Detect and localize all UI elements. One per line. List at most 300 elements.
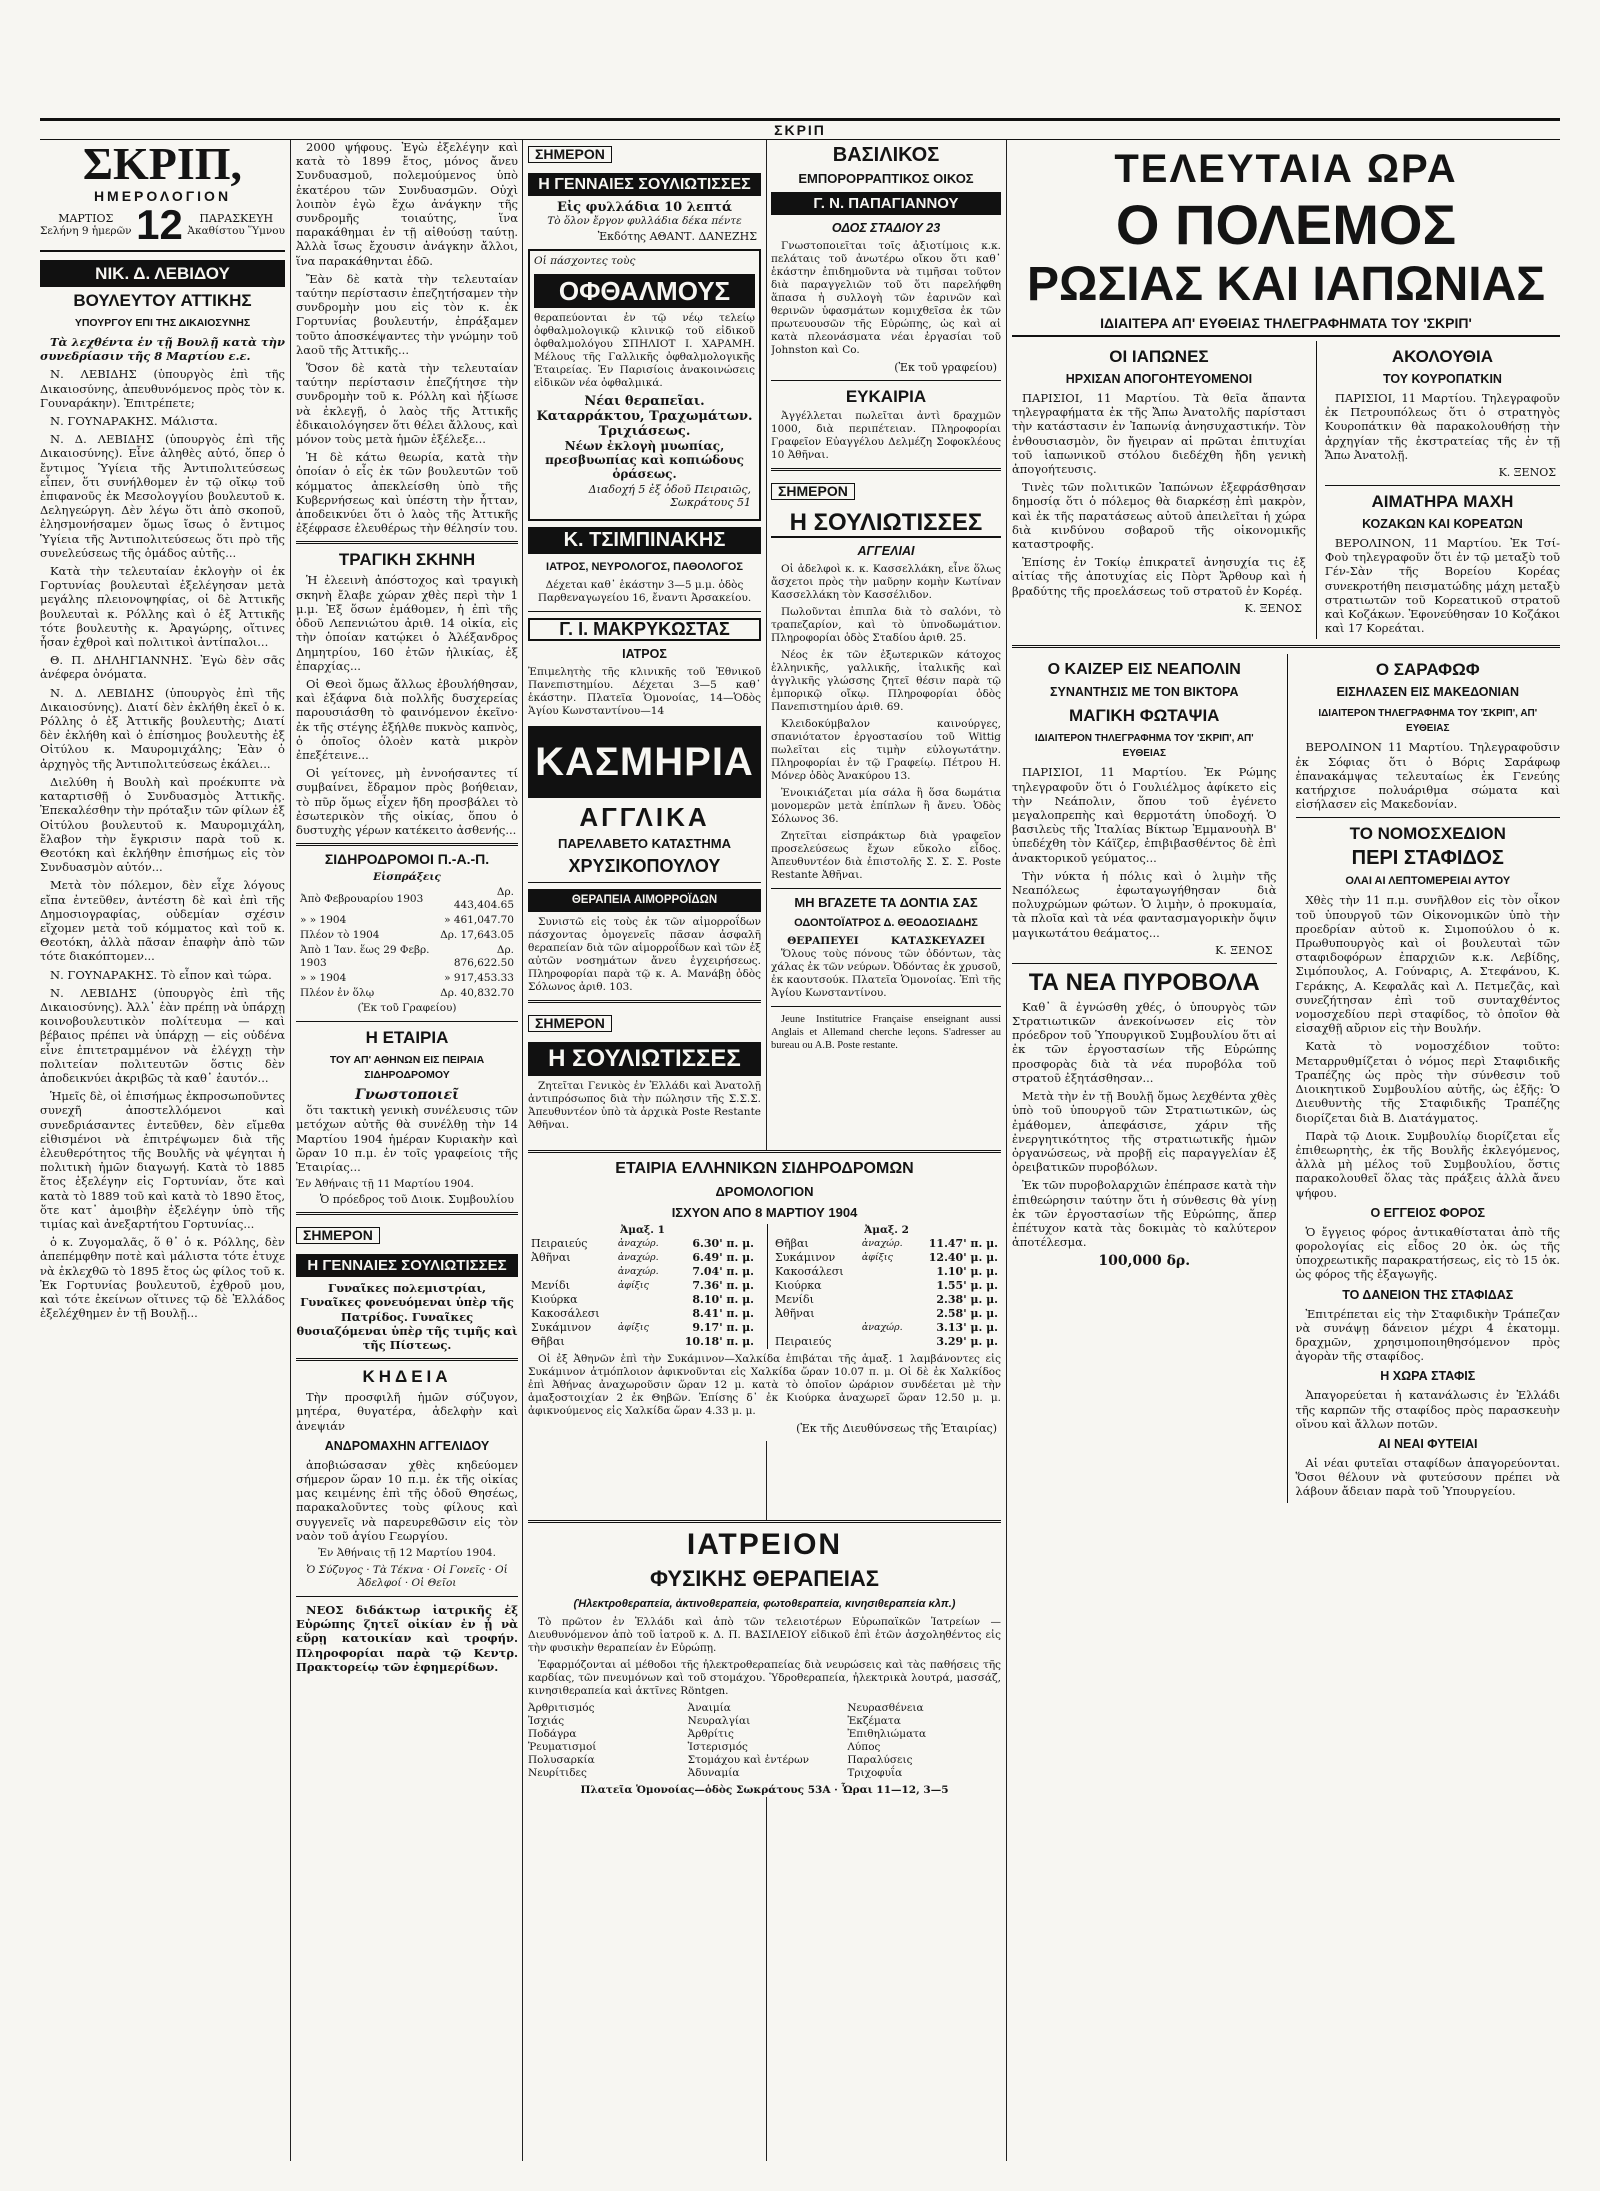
eye-new: Νέαι θεραπεῖαι. Καταρράκτου, Τραχωμάτων. Τριχιάσεως. — [536, 394, 753, 439]
clinic-condition: Στομάχου καὶ ἐντέρων — [687, 1754, 810, 1766]
event-cell — [859, 1293, 913, 1307]
receipts-label-cell: Ἀπὸ 1 Ἰαν. ἕως 29 Φεβρ. 1903 — [300, 944, 430, 970]
timetable-row — [528, 1265, 757, 1279]
column-5 — [1012, 140, 1560, 2161]
eye-new-2: Νέων ἐκλογὴ μυωπίας, πρεσβυωπίας καὶ κοπιώδους ὁράσεως. — [545, 439, 744, 481]
clinic-condition: Νευραλγίαι — [687, 1715, 751, 1727]
clinic-condition: Ἐκζέματα — [847, 1715, 901, 1727]
clinic-address: Πλατεῖα Ὁμονοίας—ὁδὸς Σωκράτους 53Α · Ὧραι 11—12, 3—5 — [580, 1784, 949, 1796]
article-paragraph: Καθ᾿ ἃ ἐγνώσθη χθές, ὁ ὑπουργὸς τῶν Στρατιωτικῶν ἀνεκοίνωσεν εἰς τὸν πρόεδρον τοῦ Ὑπουργικοῦ Συμβουλίου ὅτι αἱ ἐκ τῶν ἐργοστασίων τῆς Εὐρώπης προσφορὰς διὰ τὰ νέα πυροβόλα τοῦ στρατοῦ ἐξητάσθησαν... — [1012, 999, 1277, 1085]
weapons-heading: ΤΑ ΝΕΑ ΠΥΡΟΒΟΛΑ — [1028, 968, 1260, 996]
station-cell: Ἀθῆναι — [531, 1251, 571, 1264]
time-cell: 1.10' μ. μ. — [936, 1265, 998, 1278]
company-signature: Ὁ πρόεδρος τοῦ Διοικ. Συμβουλίου — [319, 1193, 514, 1207]
receipts-amount-cell: Δρ. 17,643.05 — [440, 929, 514, 942]
article-paragraph: Τινὲς τῶν πολιτικῶν Ἰαπώνων ἐξεφράσθησαν δημοσίᾳ ὅτι ὁ πόλεμος θὰ διαρκέσῃ ἐπὶ μακρὸν, καὶ ἐκ τῆς παρατάσεως αὐτοῦ ἀπειλεῖται ἡ χώρα διὰ κινδύνου σοβαροῦ τῆς οἰκονομικῆς καταστροφῆς. — [1012, 480, 1306, 552]
railway-timetable — [528, 1150, 1001, 1441]
headline-railways: ΣΙΔΗΡΟΔΡΟΜΟΙ Π.-Α.-Π. — [324, 851, 490, 868]
time-cell: 6.30' π. μ. — [692, 1237, 754, 1250]
ad-text: Ζητεῖται Γενικὸς ἐν Ἑλλάδι καὶ Ἀνατολῇ ἀντιπρόσωπος διὰ τὴν πώλησιν τῆς Σ.Σ.Σ. Ἀπευθυντέον ὑπὸ τὰ ἀρχικὰ Poste Restante Ἀθῆναι. — [528, 1080, 761, 1131]
receipts-row — [298, 987, 516, 1000]
teeth-title: ΜΗ ΒΓΑΖΕΤΕ ΤΑ ΔΟΝΤΙΑ ΣΑΣ — [794, 895, 978, 910]
eye-intro: Οἱ πάσχοντες τοὺς — [534, 255, 636, 267]
clinic-condition: Ῥευματισμοί — [528, 1741, 597, 1753]
article-paragraph: Αἱ νέαι φυτεῖαι σταφίδων ἀπαγορεύονται. Ὅσοι θέλουν νὰ φυτεύσουν πρέπει νὰ λάβουν ἄδειαν παρὰ τοῦ Ὑπουργείου. — [1295, 1455, 1560, 1499]
kuropatkin-column — [1316, 341, 1560, 639]
event-cell — [859, 1335, 913, 1349]
publisher: Ἐκδότης ΑΘΑΝΤ. ΔΑΝΕΖΗΣ — [597, 230, 757, 243]
event-cell — [859, 1279, 913, 1293]
classified-ad: Κλειδοκύμβαλον καινούργες, σπανιότατον ἐργοστασίου τοῦ Wittig πωλεῖται εἰς τιμὴν εὐλογωτάτην. Πληροφορίαι ἐν τῷ Γραφείῳ. Πέτρου Η. Μόνερ ὁδὸς Ἀνακύρου 13. — [771, 718, 1001, 782]
headline-souliotisses: Η ΣΟΥΛΙΩΤΙΣΣΕΣ — [771, 510, 1001, 538]
clinic-condition: Ἰσχιάς — [528, 1715, 565, 1727]
bank-source: (Ἐκ τοῦ γραφείου) — [894, 361, 997, 374]
article-paragraph: 2000 ψήφους. Ἐγὼ ἐξελέγην καὶ κατὰ τὸ 1899 ἔτος, μόνος ἄνευ Συνδυασμοῦ, πολεμούμενος ὑπὸ ἑκατέρου τῶν Συνδυασμῶν. Οὐχὶ λοιπὸν ἐγὼ ἔχω ἀνάγκην τῆς συνδρομῆς τοιαύτης, ἵνα παρακάθημαι ἐν τῇ αἰθούσῃ ταύτῃ. Ἀλλὰ ἴσως ἔχουσιν ἀνάγκην ἄλλοι, ἵνα παρακάθηνται ἐδῶ. — [296, 140, 518, 268]
kuropatkin-subheading: ΤΟΥ ΚΟΥΡΟΠΑΤΚΙΝ — [1382, 372, 1502, 386]
tax-heading: Ο ΕΓΓΕΙΟΣ ΦΟΡΟΣ — [1370, 1205, 1486, 1220]
clinic-condition: Νευρασθένεια — [847, 1702, 924, 1714]
candidate-name: ΝΙΚ. Δ. ΛΕΒΙΔΟΥ — [40, 260, 285, 287]
time-cell: 6.49' π. μ. — [692, 1251, 754, 1264]
station-cell: Θῆβαι — [775, 1237, 809, 1250]
plantations-heading: ΑΙ ΝΕΑΙ ΦΥΤΕΙΑΙ — [1377, 1436, 1478, 1451]
station-cell: Κιούρκα — [531, 1293, 578, 1306]
receipts-row — [298, 972, 516, 985]
clinic-condition: Ἱστερισμός — [687, 1741, 748, 1753]
japanese-column — [1012, 341, 1306, 639]
article-paragraph: ΒΕΡΟΛΙΝΟΝ 11 Μαρτίου. Τηλεγραφοῦσιν ἐκ Σόφιας ὅτι ὁ Βόρις Σαράφωφ ἐπανακάμψας τελευταίως ἐκ Γενεύης κατήρχισε πολυάριθμα σώματα καὶ εἰσήλασεν εἰς Μακεδονίαν. — [1295, 740, 1560, 812]
kaiser-source: ΙΔΙΑΙΤΕΡΟΝ ΤΗΛΕΓΡΑΦΗΜΑ ΤΟΥ 'ΣΚΡΙΠ', ΑΠ' ΕΥΘΕΙΑΣ — [1034, 733, 1254, 760]
clinic-condition: Πολυσαρκία — [528, 1754, 595, 1766]
divider — [296, 1021, 518, 1022]
railway-validity: ΙΣΧΥΟΝ ΑΠΟ 8 ΜΑΡΤΙΟΥ 1904 — [671, 1205, 858, 1220]
timetable-notes: Οἱ ἐξ Ἀθηνῶν ἐπὶ τὴν Συκάμινον—Χαλκίδα ἐπιβάται τῆς ἁμαξ. 1 λαμβάνοντες εἰς Συκάμινον ἀτμόπλοιον ἀφικνοῦνται εἰς Χαλκίδα ὥραν 10.07 π. μ. Οἱ δὲ ἐκ Χαλκίδος ἐπὶ Ἀθήνας ἀναχωροῦσιν ὥραν 12 μ. κατὰ τὸ ὁποῖον ὡράριον συνδέεται μὲ τὴν ἁμαξοστοιχίαν 2 ἐκ Θηβῶν. Ἐπίσης δ᾿ ἐκ Κιούρκα ἀναχωρεῖ ὥραν 12.50 μ. μ. ἀφικνούμενος εἰς Χαλκίδα ὥραν 4.33 μ. μ. — [528, 1353, 1001, 1417]
time-cell: 9.17' π. μ. — [692, 1321, 754, 1334]
ad-text: ΝΕΟΣ διδάκτωρ ἰατρικῆς ἐξ Εὐρώπης ζητεῖ οἰκίαν ἐν ᾗ νὰ εὕρῃ κατοικίαν καὶ τροφήν. Πληροφορίαι παρὰ τῷ Κεντρ. Πρακτορείῳ τῶν ἐφημερίδων. — [296, 1603, 518, 1674]
divider — [296, 1212, 518, 1215]
timetable-row — [772, 1237, 1001, 1251]
war-title-1: Ο ΠΟΛΕΜΟΣ — [1115, 193, 1457, 256]
war-subtitle: ΙΔΙΑΙΤΕΡΑ ΑΠ' ΕΥΘΕΙΑΣ ΤΗΛΕΓΡΑΦΗΜΑΤΑ ΤΟΥ 'ΣΚΡΙΠ' — [1012, 316, 1560, 337]
station-cell: Θῆβαι — [531, 1335, 565, 1348]
bank-text: Γνωστοποιεῖται τοῖς ἀξιοτίμοις κ.κ. πελάταις τοῦ ἀνωτέρω οἴκου ὅτι καθ᾿ ἑκάστην ἐπιδημοῦντα νὰ τιμῆσαι τοῦτον διὰ παραγγελιῶν τοῦ ὅτι παρελήφθη ἅπασα ἡ συλλογὴ τῶν ἐαρινῶν καὶ θερινῶν ὑφασμάτων κομιχθεῖσα ἐκ τῶν πρωτευουσῶν τῆς Εὐρώπης, ὡς καὶ αἱ κατὰ πλεονάσματα νέαι ἐργασίαι τοῦ Johnston καὶ Co. — [771, 240, 1001, 356]
divider — [1012, 963, 1277, 964]
kuropatkin-heading: ΑΚΟΛΟΥΘΙΑ — [1391, 347, 1493, 366]
article-paragraph: Μετὰ τὴν ἐν τῇ Βουλῇ ὅμως λεχθέντα χθὲς ὑπὸ τοῦ ὑπουργοῦ τῶν Στρατιωτικῶν, ὡς ἐμάθομεν, ἀπεφάσισε, χάριν τῆς ἐνεργητικότητος τῆς στρατιωτικῆς ἡμῶν ὀργανώσεως, νὰ προβῇ εἰς παραγγελίαν ἐξ ὀρειβατικῶν πυροβόλων. — [1012, 1089, 1277, 1175]
candidate-title: ΒΟΥΛΕΥΤΟΥ ΑΤΤΙΚΗΣ — [73, 291, 252, 310]
doctor-2-text: Ἐπιμελητὴς τῆς κλινικῆς τοῦ Ἐθνικοῦ Πανεπιστημίου. Δέχεται 3—5 καθ᾿ ἑκάστην. Πλατεῖα Ὁμονοίας, 14—Ὁδὸς Ἁγίου Κωνσταντίνου—14 — [528, 666, 761, 717]
article-paragraph: ΒΕΡΟΛΙΝΟΝ, 11 Μαρτίου. Ἐκ Τσί-Φοὺ τηλεγραφοῦν ὅτι ἐν τῷ μεταξὺ τοῦ Γέν-Σὰν τῆς Βορείου Κορέας συνεκροτήθη πεισματώδης μάχη μεταξὺ στρατιωτῶν τοῦ Κορεατικοῦ στρατοῦ καὶ Κοζάκων. Ἐφονεύθησαν 10 Κοζάκοι καὶ 17 Κορεάται. — [1324, 536, 1560, 636]
weekday-label: ΠΑΡΑΣΚΕΥΗ — [199, 212, 274, 225]
region-heading: Η ΧΩΡΑ ΣΤΑΦΙΣ — [1380, 1369, 1476, 1384]
sarafov-column — [1287, 654, 1561, 1502]
teeth-column-label: ΘΕΡΑΠΕΥΕΙ — [787, 935, 859, 947]
japanese-heading: ΟΙ ΙΑΠΩΝΕΣ — [1109, 347, 1209, 366]
article-paragraph: Ἐπιτρέπεται εἰς τὴν Σταφιδικὴν Τράπεζαν νὰ συνάψῃ δάνειον μέχρι 4 ἑκατομμ. δραχμῶν, χρησιμοποιηθησόμενον πρὸς ἀγορὰν τῆς σταφίδος. — [1295, 1306, 1560, 1364]
timetable-heading: Ἀμαξ. 1 — [620, 1224, 665, 1236]
article-paragraph: Ν. ΓΟΥΝΑΡΑΚΗΣ. Μάλιστα. — [50, 414, 218, 429]
clinic-condition: Λύπος — [847, 1741, 881, 1753]
time-cell: 8.10' π. μ. — [692, 1293, 754, 1306]
event-cell: ἀναχώρ. — [617, 1266, 659, 1277]
classified-ad: Ἐνοικιάζεται μία σάλα ἢ ὅσα δωμάτια μονομερῶν μετὰ ἐπίπλων ἢ ἄνευ. Ὁδὸς Σόλωνος 36. — [771, 787, 1001, 825]
therapy-title: ΘΕΡΑΠΕΙΑ ΑΙΜΟΡΡΟΪΔΩΝ — [528, 889, 761, 912]
bank-address: ΟΔΟΣ ΣΤΑΔΙΟΥ 23 — [831, 221, 941, 235]
timetable-row — [772, 1335, 1001, 1349]
kaiser-column — [1012, 654, 1277, 1502]
article-paragraph: Κατὰ τὸ νομοσχέδιον τοῦτο: Μεταρρυθμίζεται ὁ νόμος περὶ Σταφιδικῆς Τραπέζης ὡς πρὸς τὴν σύνθεσιν τοῦ Διοικητικοῦ Συμβουλίου αὐτῆς, ὡς ἐξῆς: Ὁ Διευθυντὴς τῆς Σταφιδικῆς Τραπέζης διορίζεται διὰ Β. Διατάγματος. — [1295, 1039, 1560, 1125]
timetable-source: (Ἐκ τῆς Διευθύνσεως τῆς Ἑταιρίας) — [796, 1422, 997, 1435]
article-paragraph: ὁ κ. Ζυγομαλᾶς, ὅ θ᾿ ὁ κ. Ρόλλης, δὲν ἀπεπέμφθην ποτὲ καὶ μάλιστα τότε ἐτυχε νὰ ἐκλεχθῶ τὸ 1895 ἔτος ὡς φίλος τοῦ κ. Ἐκ Γορτυνίας βουλευτοῦ, ἐχθροῦ μου, καὶ τότε ἐκείνων οἵτινες τῷ δὲ Ἑλλάδος ἐξελέχθημεν ἐν τῇ Βουλῇ... — [40, 1235, 285, 1321]
store-name: ΧΡΥΣΙΚΟΠΟΥΛΟΥ — [568, 856, 721, 876]
doctor-1-text: Δέχεται καθ᾿ ἑκάστην 3—5 μ.μ. ὁδὸς Παρθεναγωγείου 16, ἔναντι Ἀρσακείου. — [537, 579, 752, 604]
time-cell: 3.29' μ. μ. — [936, 1335, 998, 1348]
divider — [296, 1596, 518, 1597]
author-signature: Κ. ΞΕΝΟΣ — [1498, 466, 1556, 480]
funeral-date: Ἐν Ἀθήναις τῇ 12 Μαρτίου 1904. — [318, 1547, 496, 1559]
sarafov-heading: Ο ΣΑΡΑΦΩΦ — [1375, 660, 1480, 680]
receipts-label-cell: Ἀπὸ Φεβρουαρίου 1903 — [300, 892, 424, 905]
article-paragraph: ΠΑΡΙΣΙΟΙ, 11 Μαρτίου. Τὰ θεῖα ἄπαντα τηλεγραφήματα ἐκ τῆς Ἄπω Ἀνατολῆς παρίστασι τὴν κατάστασιν ἐν Ἰαπωνίᾳ ἀνησυχαστικήν. Τὸν ἐνθουσιασμὸν, ὃν ἤγειραν αἱ πρῶται ἐπιτυχίαι τοῦ ἰαπωνικοῦ στόλου διεδέχθη ἤδη γενικὴ ἀπογοήτευσις. — [1012, 391, 1306, 477]
receipts-amount-cell: Δρ. 443,404.65 — [453, 886, 514, 912]
doctor-2-profession: ΙΑΤΡΟΣ — [622, 647, 667, 661]
divider — [296, 843, 518, 846]
receipts-row — [298, 944, 516, 970]
battle-subheading: ΚΟΖΑΚΩΝ ΚΑΙ ΚΟΡΕΑΤΩΝ — [1362, 517, 1523, 532]
kaiser-heading: Ο ΚΑΙΖΕΡ ΕΙΣ ΝΕΑΠΟΛΙΝ — [1047, 661, 1241, 679]
battle-heading: ΑΙΜΑΤΗΡΑ ΜΑΧΗ — [1371, 492, 1514, 512]
receipts-amount-cell: » 461,047.70 — [444, 914, 514, 927]
opportunity-text: Ἀγγέλλεται πωλεῖται ἀντὶ δραχμῶν 1000, διὰ περιπέτειαν. Πληροφορίαι Γραφεῖον Εὐαγγέλου Δελμέζη Σοφοκλέους 10 Ἀθῆναι. — [771, 410, 1001, 461]
receipts-table — [296, 884, 518, 1002]
article-intro: Τὰ λεχθέντα ἐν τῇ Βουλῇ κατὰ τὴν συνεδρίασιν τῆς 8 Μαρτίου ε.ε. — [40, 335, 285, 364]
teeth-text: Ὅλους τοὺς πόνους τῶν ὀδόντων, τὰς χάλας ἐκ τῶν νεύρων. Ὀδόντας ἐκ χρυσοῦ, ἐκ καουτσούκ. Πλατεῖα Ὁμονοίας. Ἐπὶ τῆς Ἀγίου Κωνσταντίνου. — [771, 948, 1001, 999]
receipts-row — [298, 914, 516, 927]
headline-souliotisses: Η ΓΕΝΝΑΙΕΣ ΣΟΥΛΙΩΤΙΣΣΕΣ — [528, 173, 761, 196]
therapy-text: Συνιστῶ εἰς τοὺς ἐκ τῶν αἱμορροΐδων πάσχοντας ὁμογενεῖς πᾶσαν ἀσφαλῆ θεραπείαν διὰ τῶν αἱμορροΐδων καὶ τῶν ἐξ αὐτῶν νοσημάτων ἄνευ ἐγχειρήσεως. Πληροφορίαι παρὰ τῷ κ. Α. Μανάβῃ ὁδὸς Σόλωνος ἀριθ. 103. — [528, 916, 761, 993]
headline-souliotisses: Η ΣΟΥΛΙΩΤΙΣΣΕΣ — [528, 1042, 761, 1076]
eye-doctor-ad — [528, 249, 761, 521]
time-cell: 11.47' π. μ. — [928, 1237, 998, 1250]
feast-label: Ἀκαθίστου Ὕμνου — [187, 225, 285, 237]
today-label: ΣΗΜΕΡΟΝ — [296, 1227, 380, 1244]
receipts-amount-cell: Δρ. 876,622.50 — [453, 944, 514, 970]
article-paragraph: Ἡ δὲ κάτω θεωρία, κατὰ τὴν ὁποίαν ὁ εἷς ἐκ τῶν βουλευτῶν τοῦ κόμματος ἀπεκλείσθη ὑπὸ τῆς Κυβερνήσεως καὶ ὑπέστη τὴν ἧτταν, ἀποδεικνύει ὅτι ὁ λαὸς τῆς Ἀττικῆς ἐξέφρασε ἐλευθέρως τὴν θέλησίν του. — [296, 450, 518, 536]
sarafov-subheading: ΕΙΣΗΛΑΣΕΝ ΕΙΣ ΜΑΚΕΔΟΝΙΑΝ — [1336, 685, 1520, 700]
masthead-title: ΣΚΡΙΠ, — [82, 140, 243, 189]
receipts-label: Εἰσπράξεις — [373, 871, 441, 884]
bank-title: ΒΑΣΙΛΙΚΟΣ — [832, 144, 940, 166]
kaiser-subheading: ΣΥΝΑΝΤΗΣΙΣ ΜΕ ΤΟΝ ΒΙΚΤΟΡΑ — [1050, 685, 1239, 700]
event-cell — [615, 1335, 669, 1349]
masthead — [40, 140, 285, 204]
time-cell: 2.58' μ. μ. — [936, 1307, 998, 1320]
railway-title: ΕΤΑΙΡΙΑ ΕΛΛΗΝΙΚΩΝ ΣΙΔΗΡΟΔΡΟΜΩΝ — [615, 1160, 914, 1177]
funeral-text: ἀποβιώσασαν χθὲς κηδεύομεν σήμερον ὥραν 10 π.μ. ἐκ τῆς οἰκίας μας κειμένης ἐπὶ τῆς ὁδοῦ Θησέως, παρακαλοῦντες τοὺς φίλους καὶ συγγενεῖς νὰ παρευρεθῶσιν εἰς τὸν ναὸν τοῦ ἁγίου Γεωργίου. — [296, 1457, 518, 1543]
funeral-name: ΑΝΔΡΟΜΑΧΗΝ ΑΓΓΕΛΙΔΟΥ — [324, 1438, 490, 1453]
header-strip: ΣΚΡΙΠ — [40, 118, 1560, 140]
lower-news-columns — [1012, 654, 1560, 1502]
article-paragraph: ὅτι τακτικὴ γενικὴ συνέλευσις τῶν μετόχων αὐτῆς θὰ συνέλθῃ τὴν 14 Μαρτίου 1904 ἡμέραν Κυριακὴν καὶ ὥραν 10 π.μ. ἐν τοῖς γραφείοις τῆς Ἑταιρίας... — [296, 1103, 518, 1174]
timetable-row — [528, 1321, 757, 1335]
receipts-row — [298, 886, 516, 912]
article-paragraph: Ἔὰν δὲ κατὰ τὴν τελευταίαν ταύτην περίστασιν ἐπεζητήσαμεν τὴν συνδρομὴν μου εἰς τὸν κ. ἐκ Γορτυνίας βουλευτήν, ἐπράξαμεν τοῦτο ἀποσκέψαντες τὴν γνώμην τοῦ λαοῦ τῆς Ἀττικῆς... — [296, 271, 518, 357]
station-cell — [772, 1321, 859, 1335]
event-cell: ἀφίξις — [861, 1252, 893, 1263]
headline-tragic-scene: ΤΡΑΓΙΚΗ ΣΚΗΝΗ — [338, 550, 476, 570]
clinic-condition: Ἀδυναμία — [687, 1767, 740, 1779]
timetable-row — [528, 1237, 757, 1251]
station-cell: Συκάμινον — [775, 1251, 836, 1264]
eye-text: θεραπεύονται ἐν τῷ νέῳ τελείῳ ὀφθαλμολογικῷ κλινικῷ τοῦ εἰδικοῦ ὀφθαλμολόγου ΣΠΗΛΙΟΤ Ι. ΧΑΡΑΜΗ. Μέλους τῆς Γαλλικῆς ὀφθαλμολογικῆς Ἑταιρείας. Ἐν Παρισίοις ἀνακοινώσεις εἰδικῶν νέα ὀφθαλμικά. — [534, 312, 755, 389]
candidate-subtitle: ΥΠΟΥΡΓΟΥ ΕΠΙ ΤΗΣ ΔΙΚΑΙΟΣΥΝΗΣ — [74, 317, 251, 329]
column-rule — [1006, 140, 1007, 2161]
article-paragraph: Ἀπαγορεύεται ἡ κατανάλωσις ἐν Ἑλλάδι τῆς καρπῶν τῆς σταφίδος πρὸς παρασκευὴν οἴνου καὶ ἄλλων ποτῶν. — [1295, 1388, 1560, 1431]
time-cell: 10.18' π. μ. — [684, 1335, 754, 1348]
clinic-text: Ἐφαρμόζονται αἱ μέθοδοι τῆς ἠλεκτροθεραπείας διὰ νευρώσεις καὶ τὰς παθήσεις τῆς καρδίας, τῶν πνευμόνων καὶ τοῦ στομάχου. Ὑδροθεραπεία, ἠλεκτρικὰ λουτρά, μασσάζ, κινησιθεραπεία καὶ ἀκτῖνες Röntgen. — [528, 1659, 1001, 1697]
article-paragraph: Ν. ΛΕΒΙΔΗΣ (ὑπουργὸς ἐπὶ τῆς Δικαιοσύνης). Ἀλλ᾿ ἐὰν πρέπῃ νὰ ὑπάρχῃ κοινοβουλευτικὸν πολίτευμα — καὶ βέβαιος πρέπει νὰ ὑπάρχῃ — εἰς οὐδένα εἶνε ἐπιτετραμμένον νὰ ἐλέγχῃ τὴν πολιτείαν πολιτευτῶν ὅστις δὲν ἀποδεικνύει ἀκριβῶς τὰ καθ᾿ ἑαυτόν... — [40, 985, 285, 1085]
timetable-row — [528, 1335, 757, 1349]
time-cell: 7.36' π. μ. — [692, 1279, 754, 1292]
doctor-2-name: Γ. Ι. ΜΑΚΡΥΚΩΣΤΑΣ — [528, 618, 761, 641]
receipts-label-cell: Πλέον τὸ 1904 — [300, 929, 380, 942]
clinic-condition: Ποδάγρα — [528, 1728, 577, 1740]
column-1 — [40, 140, 285, 2161]
divider — [528, 1000, 761, 1003]
article-paragraph: Ὅσον δὲ κατὰ τὴν τελευταίαν ταύτην περίστασιν ἐπεζήτησε τὴν συνδρομὴν τοῦ κ. Ρόλλη καὶ ἠξίωσε νὰ ἐκλεγῇ, ὁ λαὸς τῆς Ἀττικῆς ἐδικαιολόγησεν ὅτι θέλει ἄλλους, καὶ μόνον τοὺς μετὰ ἡμῶν ἐξέλεξε... — [296, 361, 518, 447]
ad-text: Γυναῖκες πολεμιστρίαι, Γυναῖκες φονευόμεναι ὑπὲρ τῆς Πατρίδος. Γυναῖκες θυσιαζόμεναι ὑπὲρ τῆς τιμῆς καὶ τῆς Πίστεως. — [296, 1281, 518, 1352]
clinic-condition: Ἀναιμία — [687, 1702, 731, 1714]
company-date: Ἐν Ἀθήναις τῇ 11 Μαρτίου 1904. — [296, 1178, 474, 1191]
event-cell — [859, 1307, 913, 1321]
station-cell: Κιούρκα — [775, 1279, 822, 1292]
timetable-row — [528, 1293, 757, 1307]
receipts-label-cell: » » 1904 — [300, 914, 347, 927]
article-paragraph: Κατὰ τὴν τελευταίαν ἐκλογὴν οἱ ἐκ Γορτυνίας βουλευταὶ ἐξελέγησαν μετὰ μεγάλης πλειονοψηφίας, οἱ δὲ Ἀττικῆς βουλευταὶ κ. Ρόλλης καὶ ὁ ἐξ Ἀττικῆς τότε βουλευτὴς κ. Ἀραγώρης, οἵτινες ἦσαν ἐχθροὶ καὶ πολιτικοὶ ἀντίπαλοι... — [40, 564, 285, 650]
bill-subheading: ΠΕΡΙ ΣΤΑΦΙΔΟΣ — [1351, 847, 1504, 870]
article-paragraph: Θ. Π. ΔΗΛΗΓΙΑΝΝΗΣ. Ἐγὼ δὲν σᾶς ἀνέφερα ὀνόματα. — [40, 653, 285, 682]
column-2 — [296, 140, 518, 2161]
date-box — [40, 201, 285, 252]
article-paragraph: Παρὰ τῷ Διοικ. Συμβουλίῳ διορίζεται εἷς ἐπιθεωρητὴς, ἐκ τῆς Βουλῆς ἐκλεγόμενος, ἀλλὰ μὴ μέλος τοῦ Συμβουλίου, ὅστις παρακολουθεῖ ὅλας τὰς πράξεις ἀλλὰ ἄνευ ψήφου. — [1295, 1128, 1560, 1200]
teeth-doctor: ΟΔΟΝΤΟΪΑΤΡΟΣ Δ. ΘΕΟΔΟΣΙΑΔΗΣ — [794, 917, 978, 929]
timetable-row — [772, 1251, 1001, 1265]
event-cell — [615, 1307, 669, 1321]
day-number: 12 — [136, 201, 183, 248]
clinic-subtitle-2: (Ἠλεκτροθεραπεία, ἀκτινοθεραπεία, φωτοθεραπεία, κινησιθεραπεία κλπ.) — [573, 1598, 956, 1610]
station-cell: Κακοσάλεσι — [531, 1307, 600, 1320]
station-cell: Ἀθῆναι — [775, 1307, 815, 1320]
station-cell: Κακοσάλεσι — [775, 1265, 844, 1278]
timetable-columns — [528, 1224, 1001, 1349]
classified-ad: Ζητεῖται εἰσπράκτωρ διὰ γραφεῖον προσελεύσεως ἔχων εὔκολο εἶδος. Ἀπευθυντέον διὰ ἐπιστολῆς Σ. Σ. Σ. Poste Restante Ἀθῆναι. — [771, 830, 1001, 881]
divider — [528, 611, 761, 612]
receipts-label-cell: » » 1904 — [300, 972, 347, 985]
moon-label: Σελήνη 9 ἡμερῶν — [40, 225, 132, 237]
event-cell: ἀφίξις — [617, 1322, 649, 1333]
article-paragraph: Χθὲς τὴν 11 π.μ. συνῆλθον εἰς τὸν οἶκον τοῦ ὑπουργοῦ τῶν Οἰκονομικῶν ὑπὸ τὴν προεδρίαν αὐτοῦ κ. Σιμοπούλου ὁ κ. Πρωθυπουργὸς καὶ οἱ βουλευταὶ τῶν σταφιδοφόρων ἐπαρχιῶν κ.κ. Λεβίδης, Σιμόπουλος, Α. Γούναρις, Α. Στεφάνου, Κ. Γεράκης, Α. Κεφαλᾶς καὶ Λ. Πετμεζᾶς, καὶ συνεζήτησαν ἐπὶ τοῦ συνταχθέντος νομοσχεδίου περὶ σταφίδος, τὸ ὁποῖον θὰ εἰσαχθῇ αὔριον εἰς τὴν Βουλήν. — [1295, 893, 1560, 1036]
column-rule — [290, 140, 291, 2161]
clinic-conditions — [528, 1702, 1001, 1780]
bank-subtitle: ΕΜΠΟΡΟΡΡΑΠΤΙΚΟΣ ΟΙΚΟΣ — [798, 171, 974, 186]
timetable-row — [528, 1251, 757, 1265]
time-cell: 12.40' μ. μ. — [928, 1251, 998, 1264]
french-ad: Jeune Institutrice Française enseignant aussi Anglais et Allemand cherche leçons. S'adresser au bureau ou A.B. Poste restante. — [771, 1014, 1001, 1051]
clinic-condition: Ἀρθρίτις — [687, 1728, 734, 1740]
today-label: ΣΗΜΕΡΟΝ — [528, 1015, 612, 1032]
war-columns — [1012, 341, 1560, 639]
divider — [528, 882, 761, 883]
station-cell: Πειραιεύς — [531, 1237, 588, 1250]
article-paragraph: Ὁ ἔγγειος φόρος ἀντικαθίσταται ἀπὸ τῆς φορολογίας εἰς εἶδος 20 ὀκ. ὡς τῆς ὑποχρεωτικῆς παρακρατήσεως, εἰς τὸ 15 ὀκ. ὡς φόρος τῆς ἐξαγωγῆς. — [1295, 1224, 1560, 1282]
divider — [296, 541, 518, 544]
loan-heading: ΤΟ ΔΑΝΕΙΟΝ ΤΗΣ ΣΤΑΦΙΔΑΣ — [1342, 1287, 1514, 1302]
article-paragraph: Ἡ ἐλεεινὴ ἀπόστοχος καὶ τραγικὴ σκηνὴ ἔλαβε χώραν χθὲς περὶ τὴν 1 μ.μ. Ἐξ ὅσων ἐμάθομεν, ἡ ἐπὶ τῆς ὁδοῦ Λεπενιώτου ἀριθ. 14 οἰκία, εἰς τὴν ὁποίαν κατῴκει ὁ Ἀλέξανδρος Δημητρίου, 160 ἐτῶν ἠλικίας, ἐξ ἐπαρχίας... — [296, 573, 518, 673]
column-4 — [771, 140, 1001, 1150]
article-paragraph: ΠΑΡΙΣΙΟΙ, 11 Μαρτίου. Τηλεγραφοῦν ἐκ Πετρουπόλεως ὅτι ὁ στρατηγὸς Κουροπάτκιν θὰ παρακολουθήσῃ τὴν ἀρχηγίαν τῆς ἐκστρατείας τῆς ἐν τῇ Ἄπω Ἀνατολῇ. — [1324, 391, 1560, 462]
teeth-column-label: ΚΑΤΑΣΚΕΥΑΖΕΙ — [890, 935, 985, 947]
clinic-condition: Ἀρθριτισμός — [528, 1702, 595, 1714]
article-paragraph: ΠΑΡΙΣΙΟΙ, 11 Μαρτίου. Ἐκ Ρώμης τηλεγραφοῦν ὅτι ὁ Γουλιέλμος ἀφίκετο εἰς τὴν Νεάπολιν, ὅπου τοῦ ἐγένετο μεγαλοπρεπὴς καὶ θερμοτάτη ὑποδοχή. Ὁ βασιλεὺς τῆς Ἰταλίας Βίκτωρ Ἐμμανουὴλ Β' ὑπεδέχθη τὸν Κάϊζερ, ἐπιβιβασθέντος δὲ ἐπὶ ἀνακτορικοῦ γεύματος... — [1012, 765, 1277, 865]
time-cell: 7.04' π. μ. — [692, 1265, 754, 1278]
timetable-row — [772, 1321, 1001, 1335]
bank-owner: Γ. Ν. ΠΑΠΑΓΙΑΝΝΟΥ — [771, 192, 1001, 215]
timetable-row — [772, 1265, 1001, 1279]
bill-subheading-2: ΟΛΑΙ ΑΙ ΛΕΠΤΟΜΕΡΕΙΑΙ ΑΥΤΟΥ — [1345, 875, 1511, 888]
month-label: ΜΑΡΤΙΟΣ — [58, 212, 114, 225]
divider — [771, 888, 1001, 889]
station-cell: Συκάμινον — [531, 1321, 592, 1334]
classified-ad: Νέος ἐκ τῶν ἐξωτερικῶν κάτοχος ἑλληνικῆς, γαλλικῆς, ἰταλικῆς καὶ ἀγγλικῆς γλώσσης ζητεῖ θέσιν παρὰ τῷ ἐμπορικῷ οἴκῳ. Πληροφορίαι ὁδὸς Πανεπιστημίου ἀριθ. 69. — [771, 649, 1001, 713]
timetable-row — [772, 1307, 1001, 1321]
timetable-right — [767, 1224, 1001, 1349]
ad-subtitle: Τὸ ὅλον ἔργον φυλλάδια δέκα πέντε — [547, 215, 742, 227]
clinic-intro: Τὸ πρῶτον ἐν Ἑλλάδι καὶ ἀπὸ τῶν τελειοτέρων Εὐρωπαϊκῶν Ἰατρείων — Διευθυνόμενον ἀπὸ τοῦ ἰατροῦ κ. Δ. Π. ΒΑΣΙΛΕΙΟΥ εἰδικοῦ ἐπὶ ἐτῶν ἀσχοληθέντος εἰς τὴν φυσικὴν θεραπείαν ἐν Εὐρώπῃ. — [528, 1616, 1001, 1654]
article-paragraph: Ἡμεῖς δὲ, οἱ ἐπισήμως ἐκπροσωποῦντες συνεχῆ ἀποστελλόμενοι καὶ συνεδριάσαντες ἐντεῦθεν, δὲν εἴμεθα εἰθισμένοι νὰ ἐπιτρέψωμεν διὰ τῆς ἐλευθερότητος τῆς Βουλῆς νὰ ψέγηται ἡ πολιτικὴ ἡμῶν διαγωγή. Κατὰ τὸ 1885 ἔτος ἐξελέγην εἰς Γορτυνίαν, ὅτε καὶ κατὰ τὸ 1889 τοῦ καὶ κατὰ τὸ 1890 ἔτος, ὅτε κατ᾿ ἀμοιβὴν ἐξελέγην ὑπὸ τῆς τιμίας καὶ ἀνεξαρτήτου Γορτυνίας... — [40, 1089, 285, 1231]
divider — [1325, 485, 1560, 486]
clinic-condition: Παραλύσεις — [847, 1754, 913, 1766]
masthead-subtitle: ΗΜΕΡΟΛΟΓΙΟΝ — [93, 188, 232, 204]
ad-price: Εἰς φυλλάδια 10 λεπτά — [556, 200, 733, 215]
kasmiria-banner: ΚΑΣΜΗΡΙΑ — [528, 726, 761, 798]
headline-funeral: ΚΗΔΕΙΑ — [362, 1367, 452, 1387]
weapons-amount: 100,000 δρ. — [1098, 1253, 1191, 1270]
eye-address: Διαδοχή 5 ἐξ ὁδοῦ Πειραιῶς, Σωκράτους 51 — [588, 483, 751, 509]
company-notice: Γνωστοποιεῖ — [355, 1087, 459, 1104]
japanese-subheading: ΗΡΧΙΣΑΝ ΑΠΟΓΟΗΤΕΥΟΜΕΝΟΙ — [1065, 372, 1253, 386]
article-paragraph: Διελύθη ἡ Βουλὴ καὶ προέκυπτε νὰ καταρτισθῇ ὁ Συνδυασμὸς Ἀττικῆς. Ἐπεκαλέσθην τὴν πρόταξιν τῶν φίλων ἐξ Οἰτύλου βουλευτοῦ κ. Μαυρομιχάλη, ἔλαβον τὴν ἔγκρισιν παρὰ τοῦ κ. Θεοτόκη καὶ ἐκλήθην ἐπισήμως εἰς τὸν Συνδυασμὸν αὐτόν... — [40, 774, 285, 875]
bill-heading: ΤΟ ΝΟΜΟΣΧΕΔΙΟΝ — [1349, 824, 1506, 844]
station-cell: Μενίδι — [531, 1279, 570, 1292]
opportunity-title: ΕΥΚΑΙΡΙΑ — [845, 387, 927, 406]
timetable-row — [772, 1293, 1001, 1307]
eye-title: ΟΦΘΑΛΜΟΥΣ — [534, 274, 755, 308]
funeral-relatives: Ὁ Σύζυγος · Τὰ Τέκνα · Οἱ Γονεῖς · Οἱ Ἀδελφοί · Οἱ Θεῖοι — [306, 1564, 508, 1589]
clinic-condition: Ἐπιθηλιώματα — [847, 1728, 927, 1740]
receipts-amount-cell: Δρ. 40,832.70 — [440, 987, 514, 1000]
headline-company: Η ΕΤΑΙΡΙΑ — [365, 1028, 449, 1048]
divider — [1012, 645, 1560, 648]
author-signature: Κ. ΞΕΝΟΣ — [1244, 601, 1302, 615]
timetable-row — [528, 1307, 757, 1321]
article-paragraph: Μετὰ τὸν πόλεμον, δὲν εἶχε λόγους εἴπα ἐντεῦθεν, ἀντέστη δὲ καὶ ἐπὶ τῆς Δημοσιογραφίας, οὐδεμίαν σχέσιν εἴχομεν μετὰ τοῦ κόμματος καὶ τοῦ κ. Θεοτόκη, ἀλλὰ πᾶσαν ἐπαφὴν ἀπὸ τῶν τότε διακόπτομεν... — [40, 878, 285, 964]
timetable-row — [528, 1279, 757, 1293]
divider — [1296, 817, 1561, 818]
sarafov-source: ΙΔΙΑΙΤΕΡΟΝ ΤΗΛΕΓΡΑΦΗΜΑ ΤΟΥ 'ΣΚΡΙΠ', ΑΠ' ΕΥΘΕΙΑΣ — [1318, 708, 1538, 735]
article-paragraph: Ἐπίσης ἐν Τοκίῳ ἐπικρατεῖ ἀνησυχία τις ἐξ αἰτίας τῆς ἀποτυχίας εἰς Πὸρτ Ἄρθουρ καὶ ἡ βραδύτης τῆς προελάσεως τοῦ στρατοῦ ἐν Κορέᾳ. — [1012, 555, 1306, 598]
event-cell — [615, 1293, 669, 1307]
event-cell: ἀναχώρ. — [861, 1322, 903, 1333]
kaiser-magic: ΜΑΓΙΚΗ ΦΩΤΑΨΙΑ — [1069, 706, 1220, 726]
event-cell: ἀναχώρ. — [617, 1252, 659, 1263]
article-paragraph: Ν. Δ. ΛΕΒΙΔΗΣ (ὑπουργὸς ἐπὶ τῆς Δικαιοσύνης). Διατί δὲν ἐκλήθη ἐκεῖ ὁ κ. Ρόλλης ὁ ἐξ Ἀττικῆς βουλευτὴς; Διατί δὲν ἐκλήθη καὶ ὁ ἐπίσημος βουλευτὴς ἐξ Οἰτύλου κ. Μαυρομιχάλης; Ἐὰν ὁ ἀρχηγὸς τῆς Ἀντιπολιτεύσεως ἐκάλει... — [40, 685, 285, 771]
clinic-subtitle: ΦΥΣΙΚΗΣ ΘΕΡΑΠΕΙΑΣ — [649, 1566, 879, 1591]
article-paragraph: Τὴν νύκτα ἡ πόλις καὶ ὁ λιμὴν τῆς Νεαπόλεως ἐφωταγωγήθησαν διὰ πολυχρώμων φώτων. Ὁ λιμὴν, ὁ προκυμαία, τὰ πλοῖα καὶ τὰ νέα φαντασμαγορικὴν ὄψιν μαγικωτάτου θεάματος... — [1012, 868, 1277, 940]
time-cell: 2.38' μ. μ. — [936, 1293, 998, 1306]
timetable-heading: Ἀμαξ. 2 — [864, 1224, 909, 1236]
clinic-ad — [528, 1520, 1001, 1797]
anglika-label: ΑΓΓΛΙΚΑ — [579, 802, 710, 832]
doctor-1-name: Κ. ΤΣΙΜΠΙΝΑΚΗΣ — [528, 527, 761, 554]
receipts-amount-cell: » 917,453.33 — [444, 972, 514, 985]
ads-title: ΑΓΓΕΛΙΑΙ — [857, 544, 915, 558]
column-rule — [522, 140, 523, 2161]
war-title-2: ΡΩΣΙΑΣ ΚΑΙ ΙΑΠΩΝΙΑΣ — [1026, 258, 1546, 311]
timetable-left — [528, 1224, 757, 1349]
article-paragraph: Ἐκ τῶν πυροβολαρχιῶν ἐπέπρασε κατὰ τὴν ἐπιθεώρησιν ταύτην ὅτι ἡ σύνθεσις θὰ γίνῃ ἐκ τῶν ἐργοστασίων τῆς Εὐρώπης, ἅπερ ἐπέτυχον κατὰ τὰς δοκιμὰς τὸ καλύτερον ἀποτέλεσμα. — [1012, 1178, 1277, 1250]
store-label: ΠΑΡΕΛΑΒΕΤΟ ΚΑΤΑΣΤΗΜΑ — [557, 836, 732, 851]
receipts-row — [298, 929, 516, 942]
clinic-title: ΙΑΤΡΕΙΟΝ — [686, 1528, 843, 1561]
clinic-condition: Νευρίτιδες — [528, 1767, 587, 1779]
divider — [771, 1006, 1001, 1007]
teeth-columns — [771, 935, 1001, 948]
funeral-intro: Τὴν προσφιλῆ ἡμῶν σύζυγον, μητέρα, θυγατέρα, ἀδελφὴν καὶ ἀνεψιάν — [296, 1390, 518, 1433]
classified-ad: Οἱ ἀδελφοὶ κ. κ. Κασσελλάκη, εἶνε ὅλως ἄσχετοι πρὸς τὴν μαῦρην κομὴν Κωτίναν Κασσελλάκη τὸν Κασσέλιδον. — [771, 563, 1001, 601]
today-label: ΣΗΜΕΡΟΝ — [771, 483, 855, 500]
station-cell: Πειραιεύς — [775, 1335, 832, 1348]
article-paragraph: Ν. Δ. ΛΕΒΙΔΗΣ (ὑπουργὸς ἐπὶ τῆς Δικαιοσύνης). Εἶνε ἀληθὲς αὐτό, ὅπερ ὁ ἔντιμος Ὑγίεια τῆς Ἀντιπολιτεύσεως εἶπεν, ὅτι συνήλθομεν ἐν τῷ οἴκῳ τοῦ ἐπιφανοῦς ἐκ Μεσολογγίου βουλευτοῦ κ. Δεληγεώργη. Δὲν λέγω ὅτι ἀπὸ σκοποῦ, ἐλησμονήσαμεν ὅμως ἴσως ὁ ἔντιμος Ὑγίεια τῆς Ἀντιπολιτεύσεως ὅτι πρὸ τῆς συνελεύσεως τῆς ὁμάδος αὐτῆς... — [40, 432, 285, 560]
today-label: ΣΗΜΕΡΟΝ — [528, 146, 612, 163]
doctor-1-profession: ΙΑΤΡΟΣ, ΝΕΥΡΟΛΟΓΟΣ, ΠΑΘΟΛΟΓΟΣ — [546, 561, 743, 573]
headline-souliotisses: Η ΓΕΝΝΑΙΕΣ ΣΟΥΛΙΩΤΙΣΣΕΣ — [296, 1254, 518, 1277]
last-hour-title: ΤΕΛΕΥΤΑΙΑ ΩΡΑ — [1114, 147, 1458, 191]
article-paragraph: Ν. ΛΕΒΙΔΗΣ (ὑπουργὸς ἐπὶ τῆς Δικαιοσύνης, ἀπευθυνόμενος πρὸς τὸν κ. Γουναράκην). Ἐπιτρέπετε; — [40, 367, 285, 410]
event-cell: ἀφίξις — [617, 1280, 649, 1291]
time-cell: 3.13' μ. μ. — [936, 1321, 998, 1334]
divider — [771, 468, 1001, 471]
station-cell: Μενίδι — [775, 1293, 814, 1306]
divider — [296, 1358, 518, 1361]
station-cell — [528, 1265, 615, 1279]
author-signature: Κ. ΞΕΝΟΣ — [1215, 943, 1273, 957]
event-cell: ἀναχώρ. — [861, 1238, 903, 1249]
classified-ad: Πωλοῦνται ἐπιπλα διὰ τὸ σαλόνι, τὸ τραπεζαρίον, καὶ τὸ ὑπνοδωμάτιον. Πληροφορίαι ὁδὸς Σταδίου ἀριθ. 25. — [771, 606, 1001, 644]
time-cell: 1.55' μ. μ. — [936, 1279, 998, 1292]
receipts-label-cell: Πλέον ἐν ὅλῳ — [300, 987, 375, 1000]
timetable-row — [772, 1279, 1001, 1293]
divider — [771, 380, 1001, 381]
railway-subtitle: ΔΡΟΜΟΛΟΓΙΟΝ — [715, 1184, 814, 1199]
article-paragraph: Οἱ Θεοὶ ὅμως ἄλλως ἐβουλήθησαν, καὶ ἐξάφνα διὰ πολλῆς δυσχερείας παρουσιάσθη τὸ φαινόμενον ἐκεῖνο· ἐκ τῆς στέγης ἐξήλθε πυκνὸς καπνὸς, ὁ ὁποῖος ὁλοὲν κατὰ μικρὸν ἐπεξέτεινε... — [296, 676, 518, 762]
time-cell: 8.41' π. μ. — [692, 1307, 754, 1320]
receipts-source: (Ἐκ τοῦ Γραφείου) — [357, 1002, 457, 1015]
event-cell: ἀναχώρ. — [617, 1238, 659, 1249]
article-paragraph: Οἱ γείτονες, μὴ ἐννοήσαντες τί συμβαίνει, ἔδραμον πρὸς βοήθειαν, τὸ πῦρ ὅμως εἶχεν ἤδη προσβάλει τὸ ἐσωτερικὸν τῆς οἰκίας, ὅπου ὁ δυστυχὴς γέρων κατέκειτο ἀσθενής... — [296, 766, 518, 837]
company-subtitle: ΤΟΥ ΑΠ' ΑΘΗΝΩΝ ΕΙΣ ΠΕΙΡΑΙΑ ΣΙΔΗΡΟΔΡΟΜΟΥ — [329, 1054, 485, 1082]
clinic-condition: Τριχοφυΐα — [847, 1767, 903, 1779]
event-cell — [859, 1265, 913, 1279]
